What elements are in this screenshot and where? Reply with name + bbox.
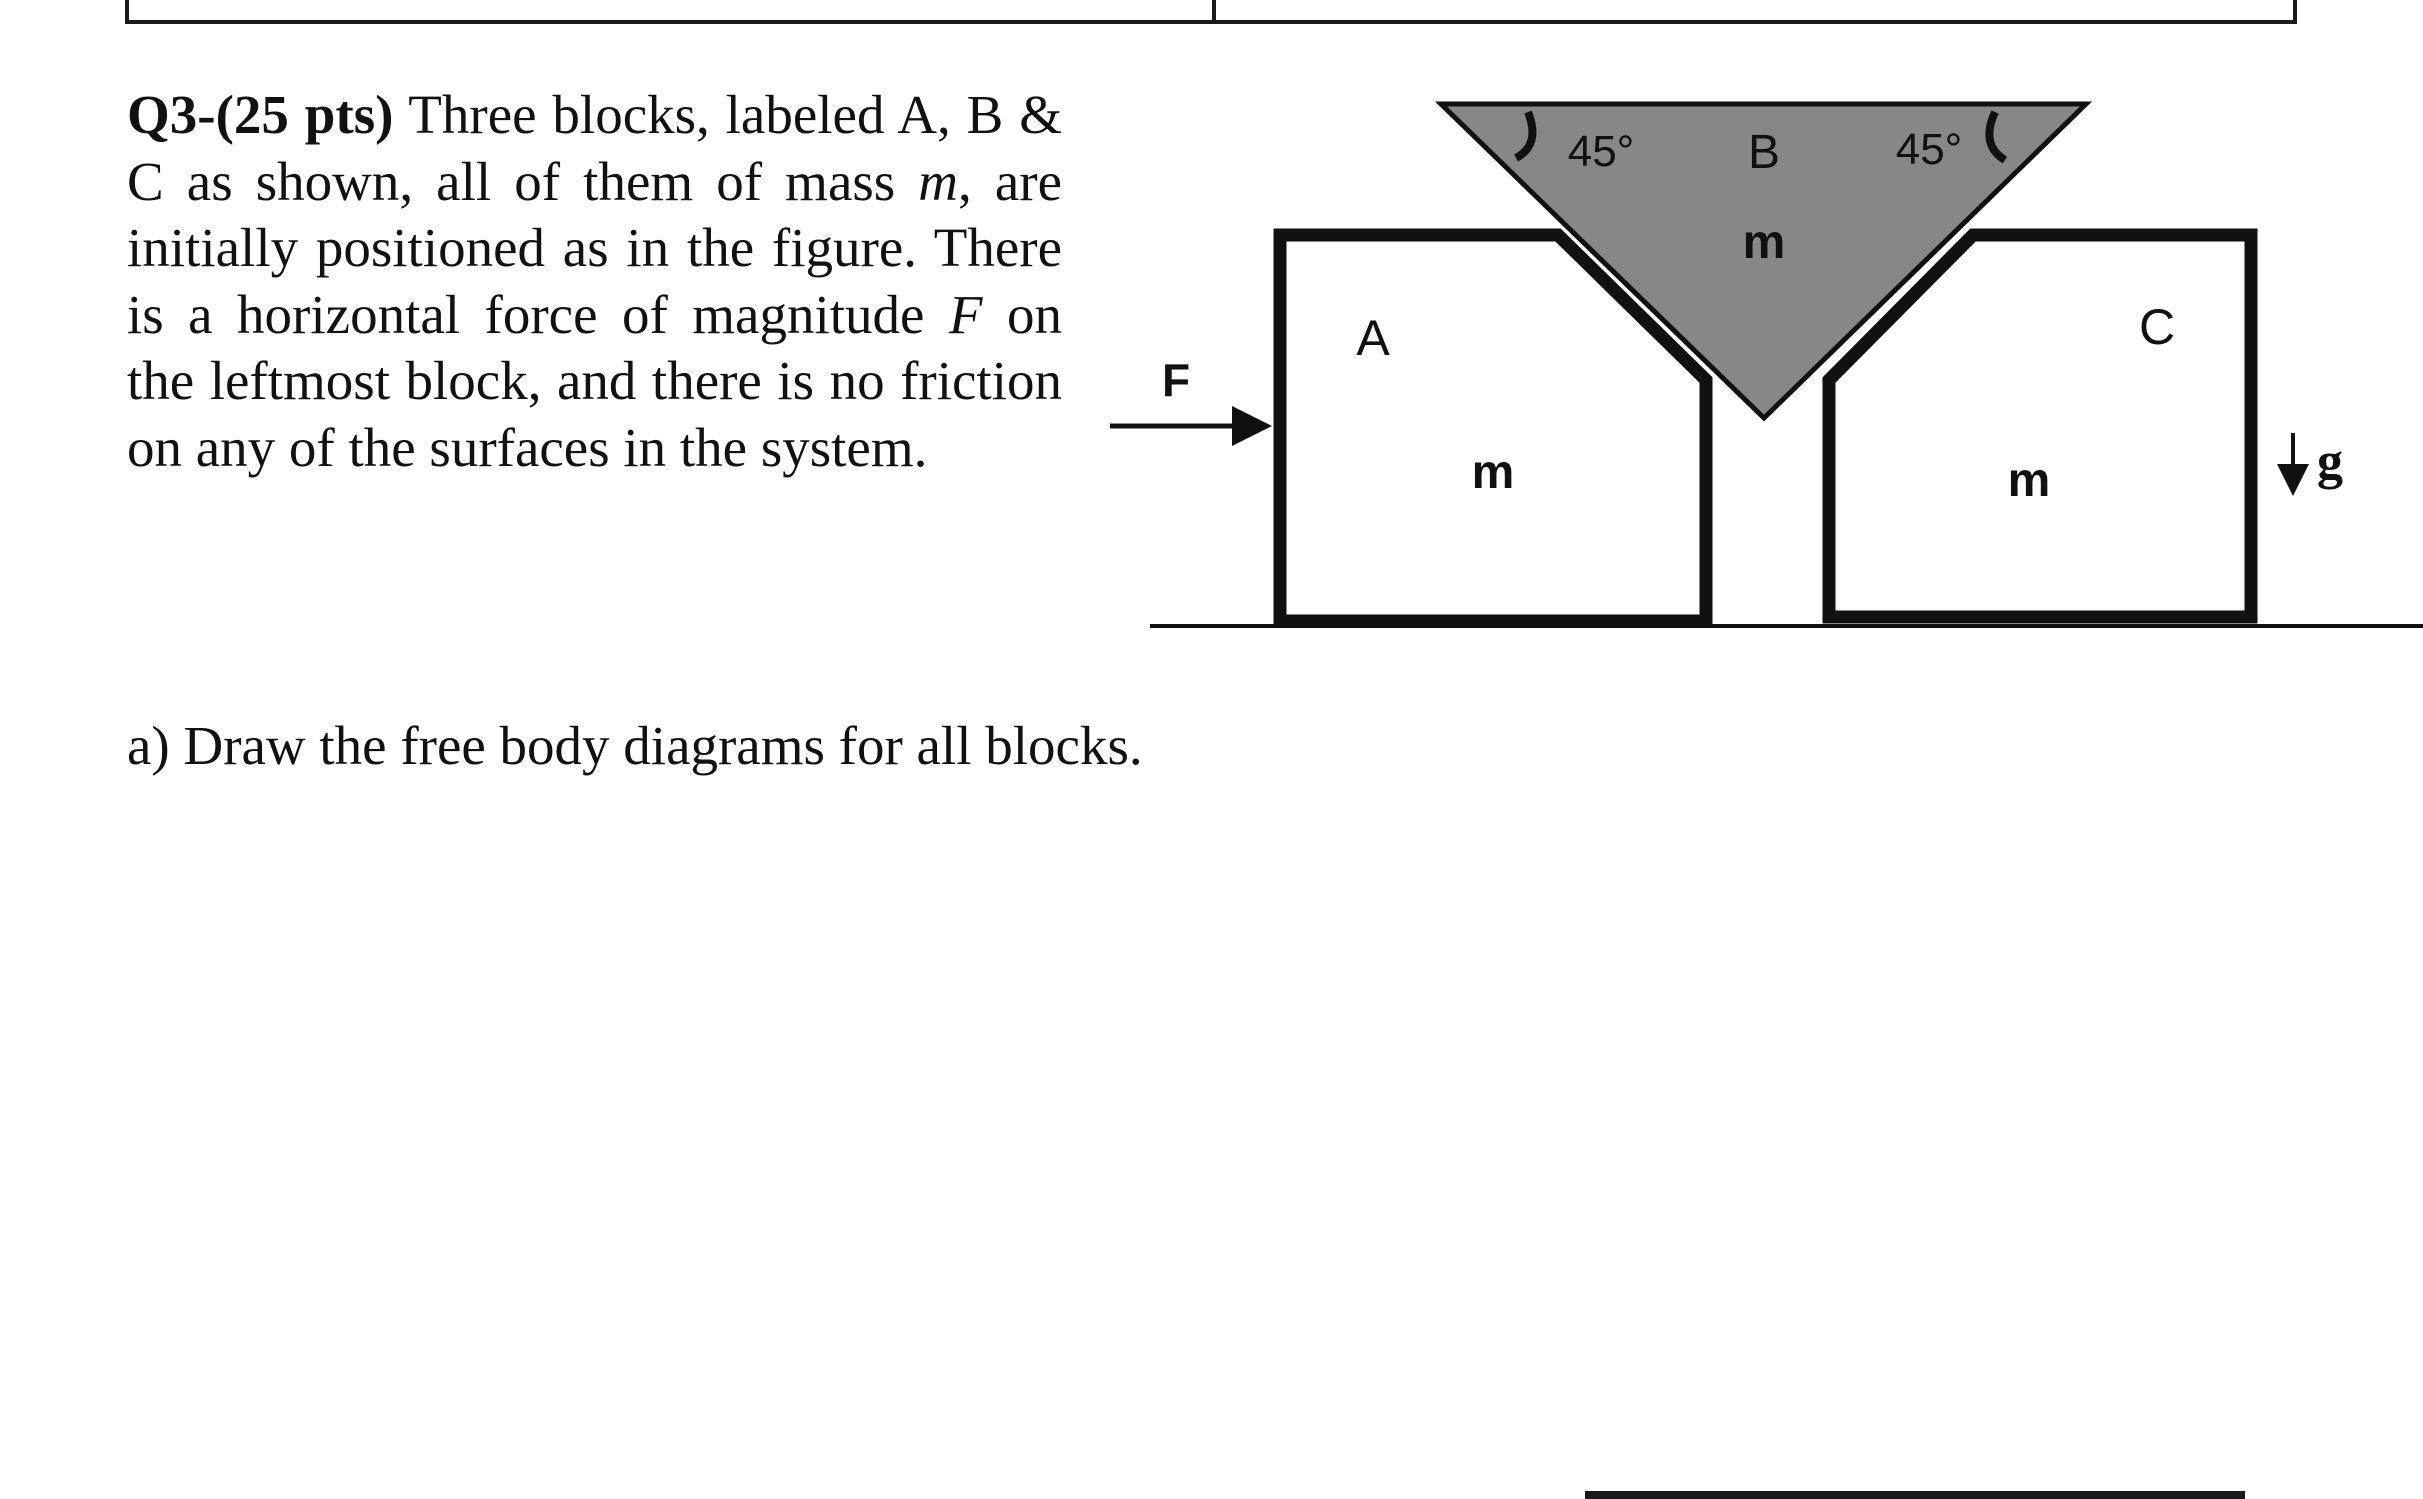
force-symbol: F (948, 283, 983, 345)
block-a-mass: m (1471, 446, 1515, 499)
block-b-label: B (1747, 126, 1781, 179)
block-a-label: A (1356, 310, 1390, 366)
block-c-label: C (2138, 299, 2176, 355)
question-number: Q3-(25 pts) (127, 84, 394, 145)
block-b-mass: m (1742, 216, 1786, 269)
question-text-1: Three blocks, labeled A, B & C as shown, all of them of mass (127, 84, 1062, 212)
force-label: F (1161, 354, 1191, 406)
mass-symbol: m (918, 150, 959, 212)
question-text-2: , are initially positioned as in the figure. There is a horizontal force of magnitude (127, 150, 1063, 345)
gravity-label: g (2317, 433, 2343, 490)
bottom-rule (1585, 1491, 2245, 1499)
block-b-right-angle: 45° (1895, 125, 1963, 174)
question-text-3: on the leftmost block, and there is no friction on any of the surfaces in the system. (127, 283, 1062, 478)
block-b-left-angle: 45° (1567, 127, 1635, 176)
part-a-prompt: a) Draw the free body diagrams for all blocks. (127, 715, 1143, 776)
block-c-mass: m (2007, 454, 2051, 507)
